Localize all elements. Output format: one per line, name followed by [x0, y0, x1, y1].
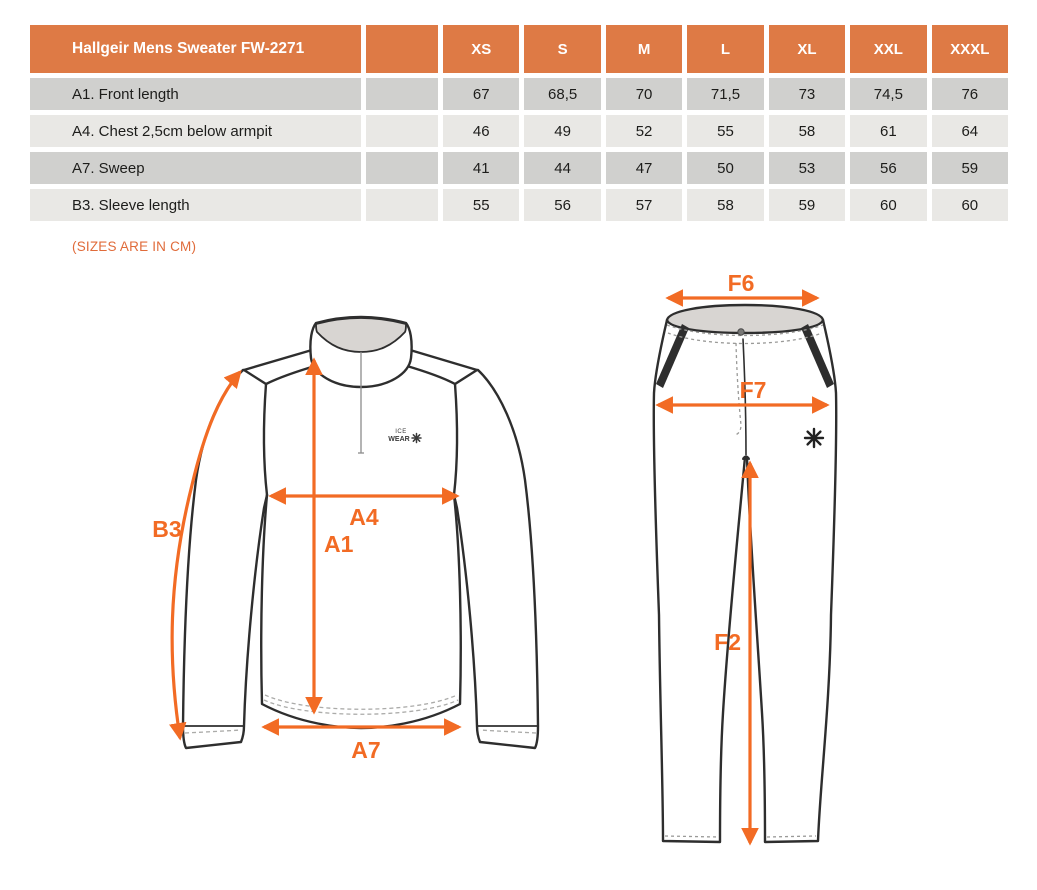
spacer-cell [366, 115, 438, 147]
size-value-cell: 55 [443, 189, 519, 221]
size-value-cell: 56 [524, 189, 600, 221]
spacer-cell [366, 152, 438, 184]
size-value-cell: 44 [524, 152, 600, 184]
spacer-cell [366, 189, 438, 221]
zipper-line [358, 387, 364, 453]
f2-label: F2 [714, 629, 741, 655]
size-value-cell: 67 [443, 78, 519, 110]
table-title: Hallgeir Mens Sweater FW-2271 [30, 25, 361, 73]
size-value-cell: 49 [524, 115, 600, 147]
pants-measurement-diagram [610, 275, 910, 875]
size-col-header-m: M [606, 25, 682, 73]
size-value-cell: 60 [850, 189, 926, 221]
size-value-cell: 58 [687, 189, 763, 221]
size-value-cell: 53 [769, 152, 845, 184]
snowflake-icon [412, 434, 421, 443]
f7-label: F7 [739, 377, 767, 403]
f6-label: F6 [727, 275, 755, 296]
b3-arrow [172, 372, 240, 738]
logo-line2: WEAR [388, 436, 410, 443]
size-value-cell: 74,5 [850, 78, 926, 110]
size-value-cell: 60 [932, 189, 1008, 221]
spacer-header-cell [366, 25, 438, 73]
row-label: B3. Sleeve length [30, 189, 361, 221]
size-value-cell: 55 [687, 115, 763, 147]
b3-label: B3 [152, 516, 182, 542]
size-col-header-l: L [687, 25, 763, 73]
size-value-cell: 50 [687, 152, 763, 184]
size-value-cell: 61 [850, 115, 926, 147]
size-col-header-s: S [524, 25, 600, 73]
snowflake-logo [805, 429, 823, 447]
sweater-measurement-diagram [140, 280, 580, 780]
size-col-header-xxl: XXL [850, 25, 926, 73]
size-col-header-xs: XS [443, 25, 519, 73]
row-label: A7. Sweep [30, 152, 361, 184]
logo-line1: ICE [395, 429, 407, 435]
size-value-cell: 46 [443, 115, 519, 147]
size-value-cell: 47 [606, 152, 682, 184]
spacer-cell [366, 78, 438, 110]
size-value-cell: 64 [932, 115, 1008, 147]
size-value-cell: 68,5 [524, 78, 600, 110]
row-label: A4. Chest 2,5cm below armpit [30, 115, 361, 147]
a4-label: A4 [349, 504, 379, 530]
size-value-cell: 70 [606, 78, 682, 110]
a1-label: A1 [324, 531, 354, 557]
size-value-cell: 57 [606, 189, 682, 221]
waistband-top [667, 305, 823, 333]
a7-label: A7 [351, 737, 381, 763]
icewear-logo [388, 429, 421, 443]
size-col-header-xxxl: XXXL [932, 25, 1008, 73]
size-value-cell: 58 [769, 115, 845, 147]
size-value-cell: 56 [850, 152, 926, 184]
size-value-cell: 76 [932, 78, 1008, 110]
size-value-cell: 59 [769, 189, 845, 221]
size-value-cell: 71,5 [687, 78, 763, 110]
row-label: A1. Front length [30, 78, 361, 110]
size-value-cell: 52 [606, 115, 682, 147]
size-value-cell: 73 [769, 78, 845, 110]
size-col-header-xl: XL [769, 25, 845, 73]
size-value-cell: 59 [932, 152, 1008, 184]
sizes-note: (SIZES ARE IN CM) [72, 239, 197, 254]
size-value-cell: 41 [443, 152, 519, 184]
size-table [30, 25, 1008, 221]
sweater-collar [310, 317, 411, 387]
waist-button [738, 329, 744, 335]
